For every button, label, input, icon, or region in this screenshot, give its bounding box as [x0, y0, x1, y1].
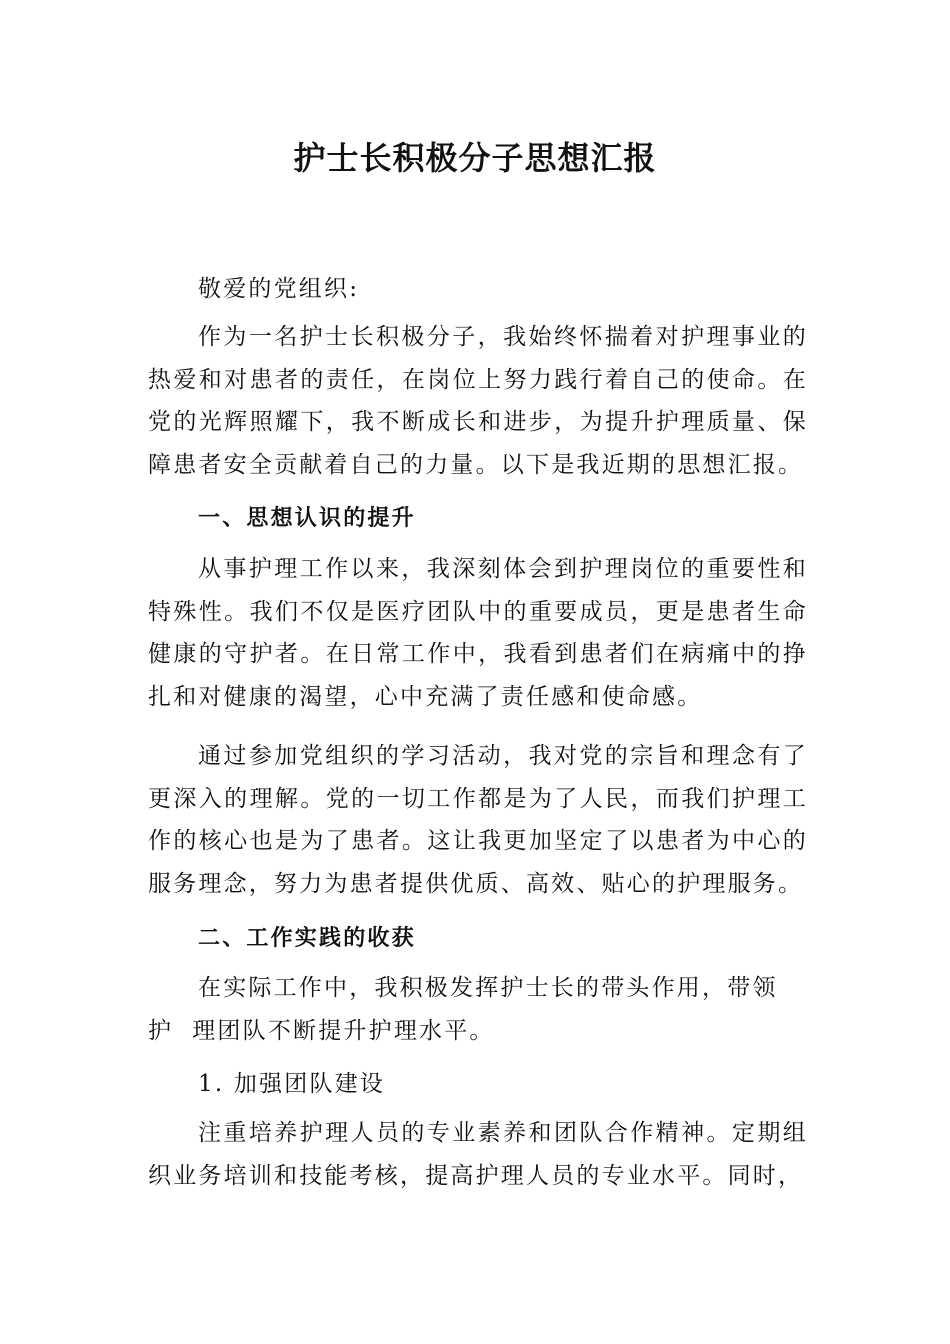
section-2-heading: 二、工作实践的收获 [198, 926, 416, 951]
section-1-paragraph-2: 通过参加党组织的学习活动，我对党的宗旨和理念有了更深入的理解。党的一切工作都是为了人民，而我们护理工作的核心也是为了患者。这让我更加坚定了以患者为中心的服务理念，努力为患者提供优质、高效、贴心的护理服务。 [148, 743, 808, 897]
section-2-paragraph-1-line-2: 护 理团队不断提升护理水平。 [148, 1018, 495, 1044]
subsection-1-heading: 1. 加强团队建设 [198, 1071, 386, 1097]
section-2-paragraph-1-line-1: 在实际工作中，我积极发挥护士长的带头作用，带领 [198, 975, 778, 1001]
section-1-paragraph-1: 从事护理工作以来，我深刻体会到护理岗位的重要性和特殊性。我们不仅是医疗团队中的重要成员，更是患者生命健康的守护者。在日常工作中，我看到患者们在病痛中的挣扎和对健康的渴望，心中充满了责任感和使命感。 [148, 556, 808, 710]
document-title: 护士长积极分子思想汇报 [293, 139, 657, 177]
subsection-1-paragraph: 注重培养护理人员的专业素养和团队合作精神。定期组织业务培训和技能考核，提高护理人员的专业水平。同时， [148, 1120, 808, 1189]
section-1-heading: 一、思想认识的提升 [198, 506, 416, 531]
intro-paragraph: 作为一名护士长积极分子，我始终怀揣着对护理事业的热爱和对患者的责任，在岗位上努力践行着自己的使命。在党的光辉照耀下，我不断成长和进步，为提升护理质量、保障患者安全贡献着自己的力量。以下是我近期的思想汇报。 [148, 324, 808, 478]
salutation: 敬爱的党组织: [198, 276, 360, 302]
